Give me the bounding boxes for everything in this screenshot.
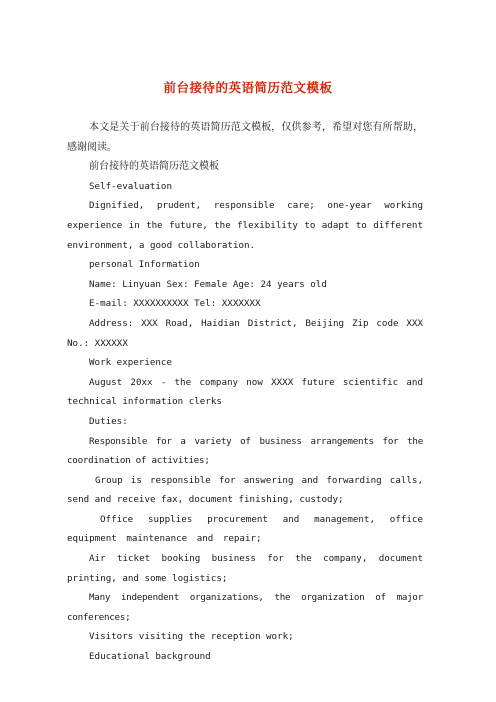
- personal-contact-line: E-mail: XXXXXXXXXX Tel: XXXXXXX: [89, 298, 261, 310]
- section-heading-work-experience: Work experience: [89, 357, 172, 369]
- duty-item: Responsible for a variety of business arrangements for the coordination of activities;: [67, 435, 423, 467]
- intro-paragraph: 本文是关于前台接待的英语简历范文模板，仅供参考，希望对您有所帮助，感谢阅读。: [67, 122, 423, 153]
- document-title: 前台接待的英语简历范文模板: [163, 80, 333, 95]
- duty-item: Visitors visiting the reception work;: [89, 631, 294, 643]
- personal-address-line: Address: XXX Road, Haidian District, Beijing Zip code XXX No.: XXXXXX: [67, 317, 423, 349]
- section-heading-educational-background: Educational background: [89, 651, 211, 663]
- duty-item: Air ticket booking business for the company, document printing, and some logistics;: [67, 553, 423, 584]
- section-heading-personal-information: personal Information: [89, 259, 200, 271]
- document-body: [67, 118, 423, 667]
- duty-item: Group is responsible for answering and forwarding calls, send and receive fax, document finishing, custody;: [67, 474, 423, 506]
- duty-item: Office supplies procurement and management, office equipment maintenance and repair;: [67, 513, 423, 545]
- subtitle-paragraph: 前台接待的英语简历范文模板: [89, 161, 219, 173]
- personal-name-line: Name: Linyuan Sex: Female Age: 24 years old: [89, 278, 327, 290]
- self-evaluation-text: Dignified, prudent, responsible care; one-year working experience in the future, the flexibility to adapt to different environment, a good collaboration.: [67, 200, 423, 251]
- duty-item: Many independent organizations, the organization of major conferences;: [67, 592, 423, 623]
- work-period-line: August 20xx - the company now XXXX future scientific and technical information clerks: [67, 376, 423, 408]
- section-heading-self-evaluation: Self-evaluation: [89, 180, 172, 192]
- duties-heading: Duties:: [89, 415, 128, 427]
